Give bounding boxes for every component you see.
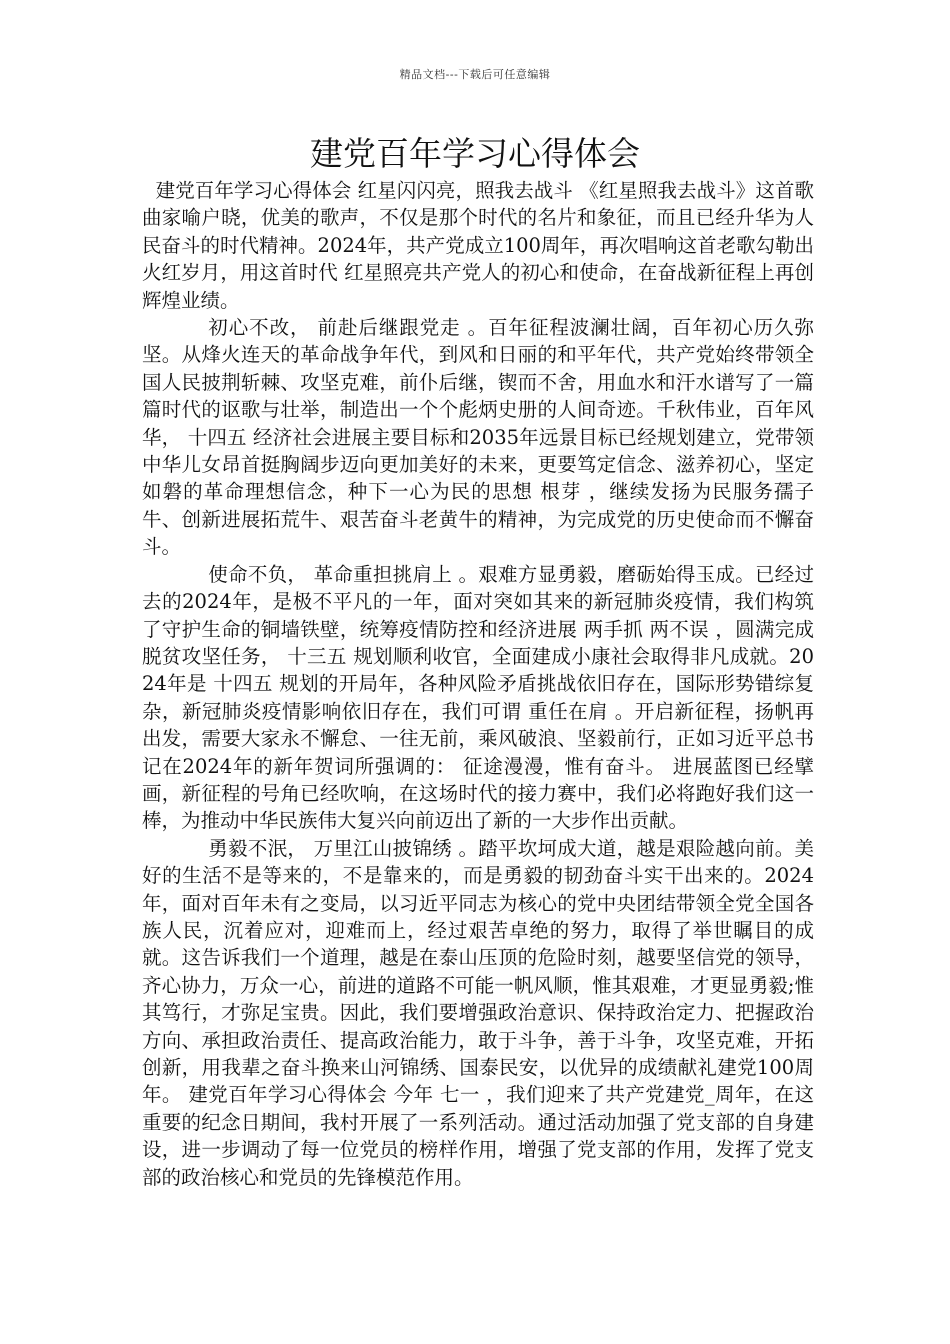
paragraph-intro: 建党百年学习心得体会 红星闪闪亮，照我去战斗 《红星照我去战斗》这首歌曲家喻户晓，优美的歌声，不仅是那个时代的名片和象征，而且已经升华为人民奋斗的时代精神。2024年，共产党成立100周年，再次唱响这首老歌勾勒出火红岁月，用这首时代 红星照亮共产党人的初心和使命，在奋战新征程上再创辉煌业绩。 <box>142 179 814 312</box>
paragraph-original-aspiration: 初心不改， 前赴后继跟党走 。百年征程波澜壮阔，百年初心历久弥坚。从烽火连天的革命战争年代，到风和日丽的和平年代，共产党始终带领全国人民披荆斩棘、攻坚克难，前仆后继，锲而不舍，用血水和汗水谱写了一篇篇时代的讴歌与壮举，制造出一个个彪炳史册的人间奇迹。千秋伟业，百年风华， 十四五 经济社会进展主要目标和2035年远景目标已经规划建立，党带领中华儿女昂首挺胸阔步迈向更加美好的未来，更要笃定信念、滋养初心，坚定如磐的革命理想信念，种下一心为民的思想 根芽 ，继续发扬为民服务孺子牛、创新进展拓荒牛、艰苦奋斗老黄牛的精神，为完成党的历史使命而不懈奋斗。 <box>142 316 814 559</box>
document-body <box>142 177 814 1191</box>
paragraph-mission: 使命不负， 革命重担挑肩上 。艰难方显勇毅，磨砺始得玉成。已经过去的2024年，是极不平凡的一年，面对突如其来的新冠肺炎疫情，我们构筑了守护生命的铜墙铁壁，统筹疫情防控和经济进展 两手抓 两不误 ，圆满完成脱贫攻坚任务， 十三五 规划顺利收官，全面建成小康社会取得非凡成就。2024年是 十四五 规划的开局年，各种风险矛盾挑战依旧存在，国际形势错综复杂，新冠肺炎疫情影响依旧存在，我们可谓 重任在肩 。开启新征程，扬帆再出发，需要大家永不懈怠、一往无前，乘风破浪、坚毅前行，正如习近平总书记在2024年的新年贺词所强调的： 征途漫漫，惟有奋斗。 进展蓝图已经擘画，新征程的号角已经吹响，在这场时代的接力赛中，我们必将跑好我们这一棒，为推动中华民族伟大复兴向前迈出了新的一大步作出贡献。 <box>142 562 814 833</box>
header-note: 精品文档---下载后可任意编辑 <box>399 68 551 81</box>
document-title: 建党百年学习心得体会 <box>310 134 640 173</box>
paragraph-fortitude: 勇毅不泯， 万里江山披锦绣 。踏平坎坷成大道，越是艰险越向前。美好的生活不是等来的，不是靠来的，而是勇毅的韧劲奋斗实干出来的。2024年，面对百年未有之变局，以习近平同志为核心的党中央团结带领全党全国各族人民，沉着应对，迎难而上，经过艰苦卓绝的努力，取得了举世瞩目的成就。这告诉我们一个道理，越是在泰山压顶的危险时刻，越要坚信党的领导，齐心协力，万众一心，前进的道路不可能一帆风顺，惟其艰难，才更显勇毅;惟其笃行，才弥足宝贵。因此，我们要增强政治意识、保持政治定力、把握政治方向、承担政治责任、提高政治能力，敢于斗争，善于斗争，攻坚克难，开拓创新，用我辈之奋斗换来山河锦绣、国泰民安，以优异的成绩献礼建党100周年。 建党百年学习心得体会 今年 七一 ，我们迎来了共产党建党_周年，在这重要的纪念日期间，我村开展了一系列活动。通过活动加强了党支部的自身建设，进一步调动了每一位党员的榜样作用，增强了党支部的作用，发挥了党支部的政治核心和党员的先锋模范作用。 <box>142 836 814 1189</box>
